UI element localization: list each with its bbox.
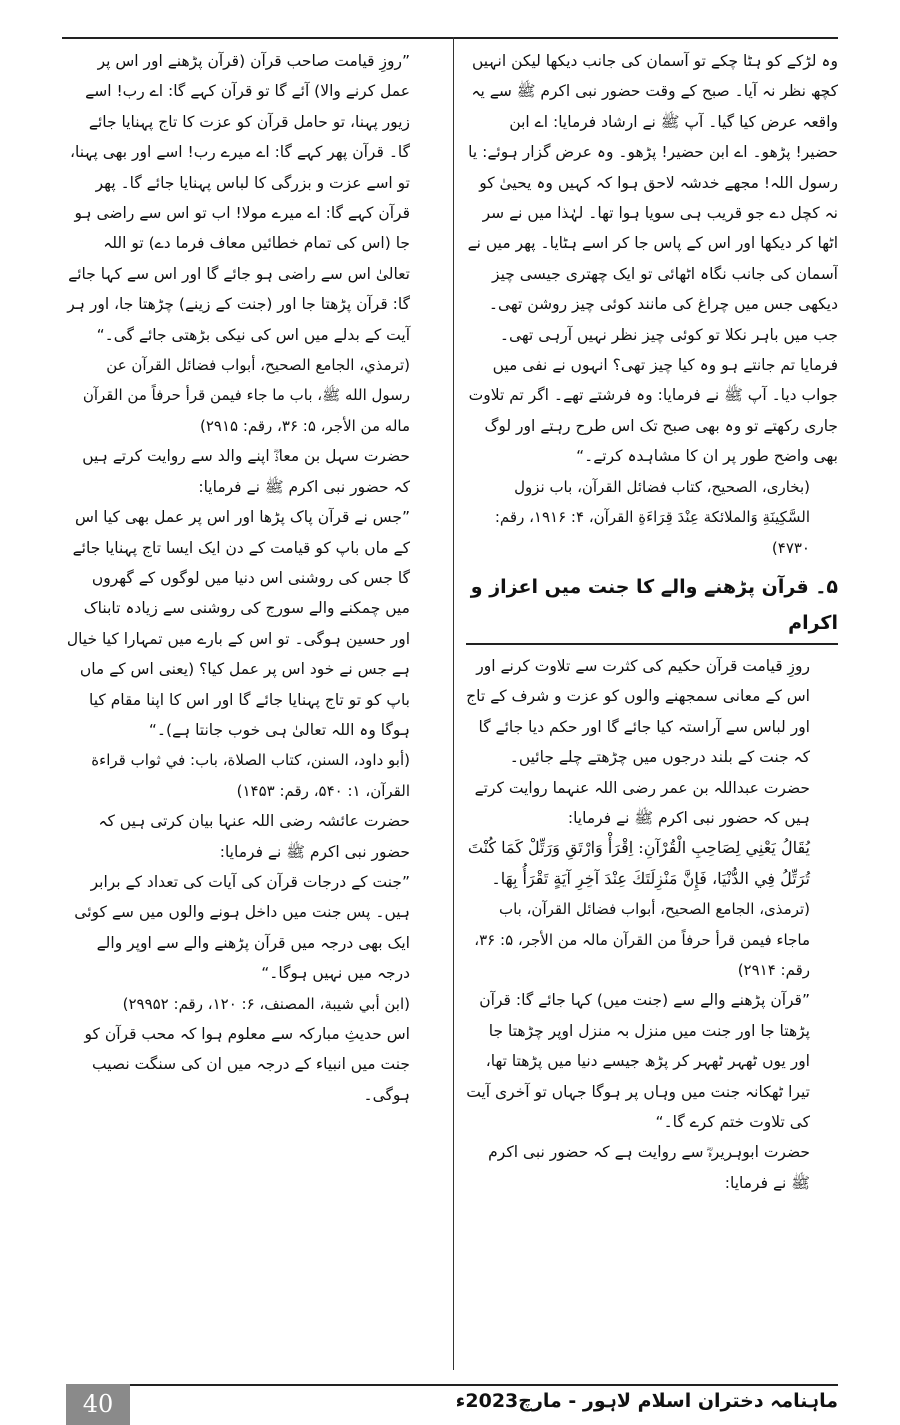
section-heading: ۵۔ قرآن پڑھنے والے کا جنت میں اعزاز و اکرام: [466, 567, 838, 645]
reference: (ترمذي، الجامع الصحيح، أبواب فضائل القرآن عن رسول الله ﷺ، باب ما جاء فيمن قرأ حرفاً من القرآن ماله من الأجر، ۵: ۳۶، رقم: ۲۹۱۵): [82, 356, 410, 435]
left-column: [66, 46, 438, 1364]
paragraph: ”جنت کے درجات قرآن کی آیات کی تعداد کے برابر ہیں۔ پس جنت میں داخل ہونے والوں میں سے کوئی ایک بھی درجہ میں قرآن پڑھنے والے سے اوپر والے درجہ میں نہیں ہوگا۔“: [74, 872, 410, 983]
column-separator: [453, 37, 454, 1370]
paragraph: حضرت ابوہریرہؓ سے روایت ہے کہ حضور نبی اکرم ﷺ نے فرمایا:: [488, 1143, 810, 1192]
paragraph: ”جس نے قرآن پاک پڑھا اور اس پر عمل بھی کیا اس کے ماں باپ کو قیامت کے دن ایک ایسا تاج پہنایا جائے گا جس کی روشنی اس دنیا میں لوگوں کے گھروں میں چمکنے والے سورج کی روشنی سے زیادہ تابناک اور حسین ہوگی۔ تو اس کے بارے میں تمہارا کیا خیال ہے جس نے خود اس پر عمل کیا؟ (یعنی اس کے ماں باپ کو تو تاج پہنایا جائے گا اور اس کا اپنا مقام کیا ہوگا وہ اللہ تعالیٰ ہی خوب جانتا ہے)۔“: [66, 508, 410, 739]
paragraph: حضرت سہل بن معاذؓ اپنے والد سے روایت کرتے ہیں کہ حضور نبی اکرم ﷺ نے فرمایا:: [82, 447, 410, 496]
reference: (ابن أبي شيبة، المصنف، ۶: ۱۲۰، رقم: ۲۹۹۵۲): [122, 994, 410, 1013]
reference: (أبو داود، السنن، کتاب الصلاة، باب: في ثواب قراءة القرآن، ۱: ۵۴۰، رقم: ۱۴۵۳): [91, 751, 410, 800]
reference: (ترمذی، الجامع الصحیح، أبواب فضائل القرآن، باب ماجاء فیمن قرأ حرفاً من القرآن مالہ من الأجر، ۵: ۳۶، رقم: ۲۹۱۴): [474, 900, 810, 979]
page-number: 40: [66, 1384, 130, 1425]
paragraph: حضرت عائشہ رضی اللہ عنہا بیان کرتی ہیں کہ حضور نبی اکرم ﷺ نے فرمایا:: [98, 812, 410, 861]
paragraph: اس حدیثِ مبارکہ سے معلوم ہوا کہ محب قرآن کو جنت میں انبیاء کے درجہ میں ان کی سنگت نصیب ہوگی۔: [84, 1025, 410, 1104]
paragraph: ”قرآن پڑھنے والے سے (جنت میں) کہا جائے گا: قرآن پڑھتا جا اور جنت میں منزل بہ منزل اوپر چڑھتا جا اور یوں ٹھہر ٹھہر کر پڑھ جیسے دنیا میں پڑھتا تھا، تیرا ٹھکانہ جنت میں وہاں پر ہوگا جہاں تو آخری آیت کی تلاوت ختم کرے گا۔“: [466, 991, 810, 1131]
top-rule: [62, 37, 838, 39]
paragraph: ”روزِ قیامت صاحب قرآن (قرآن پڑھنے اور اس پر عمل کرنے والا) آئے گا تو قرآن کہے گا: اے رب! اسے زیور پہنا، تو حامل قرآن کو عزت کا تاج پہنایا جائے گا۔ قرآن پھر کہے گا: اے میرے رب! اسے اور بھی پہنا، تو اسے عزت و بزرگی کا لباس پہنایا جائے گا۔ پھر قرآن کہے گا: اے میرے مولا! اب تو اس سے راضی ہو جا (اس کی تمام خطائیں معاف فرما دے) تو اللہ تعالیٰ اس سے راضی ہو جائے گا اور اس سے کہا جائے گا: قرآن پڑھتا جا اور (جنت کے زینے) چڑھتا جا، اور ہر آیت کے بدلے میں اس کی نیکی بڑھتی جائے گی۔“: [67, 52, 410, 344]
footer-rule: [66, 1384, 838, 1386]
arabic-hadith: يُقَالُ يَعْنِي لِصَاحِبِ الْقُرْآنِ: اِقْرَأْ وَارْتَقِ وَرَتِّلْ كَمَا كُنْتَ تُرَتِّلُ فِي الدُّنْيَا، فَإِنَّ مَنْزِلَتَكَ عِنْدَ آخِرِ آيَةٍ تَقْرَأُ بِهَا۔: [467, 838, 810, 888]
paragraph: روزِ قیامت قرآن حکیم کی کثرت سے تلاوت کرنے اور اس کے معانی سمجھنے والوں کو عزت و شرف کے تاج اور لباس سے آراستہ کیا جائے گا اور حکم دیا جائے گا کہ جنت کے بلند درجوں میں چڑھتے چلے جائیں۔ حضرت عبداللہ بن عمر رضی اللہ عنہما روایت کرتے ہیں کہ حضور نبی اکرم ﷺ نے فرمایا:: [466, 656, 810, 827]
reference: (بخاری، الصحیح، کتاب فضائل القرآن، باب نزول السَّكِينَةِ وَالملائكة عِنْدَ قِرَاءَةِ القرآن، ۴: ۱۹۱۶، رقم: ۴۷۳۰): [494, 477, 810, 557]
right-column: [466, 46, 838, 1364]
journal-title: ماہنامہ دختران اسلام لاہور - مارچ2023ء: [455, 1390, 838, 1412]
paragraph: وہ لڑکے کو ہٹا چکے تو آسمان کی جانب دیکھا لیکن انہیں کچھ نظر نہ آیا۔ صبح کے وقت حضور نبی اکرم ﷺ سے یہ واقعہ عرض کیا گیا۔ آپ ﷺ نے ارشاد فرمایا: اے ابن حضیر! پڑھو۔ اے ابن حضیر! پڑھو۔ وہ عرض گزار ہوئے: یا رسول اللہ! مجھے خدشہ لاحق ہوا کہ کہیں وہ یحییٰ کو نہ کچل دے جو قریب ہی سویا ہوا تھا۔ لہٰذا میں نے سر اٹھا کر دیکھا اور اس کے پاس جا کر اسے ہٹایا۔ پھر میں نے آسمان کی جانب نگاہ اٹھائی تو ایک چھتری جیسی چیز دیکھی جس میں چراغ کی مانند کوئی چیز روشن تھی۔ جب میں باہر نکلا تو کوئی چیز نظر نہیں آرہی تھی۔ فرمایا تم جانتے ہو وہ کیا چیز تھی؟ انہوں نے نفی میں جواب دیا۔ آپ ﷺ نے فرمایا: وہ فرشتے تھے۔ اگر تم تلاوت جاری رکھتے تو وہ بھی صبح تک اس طرح رہتے اور لوگ بھی واضح طور پر ان کا مشاہدہ کرتے۔“: [467, 52, 838, 466]
